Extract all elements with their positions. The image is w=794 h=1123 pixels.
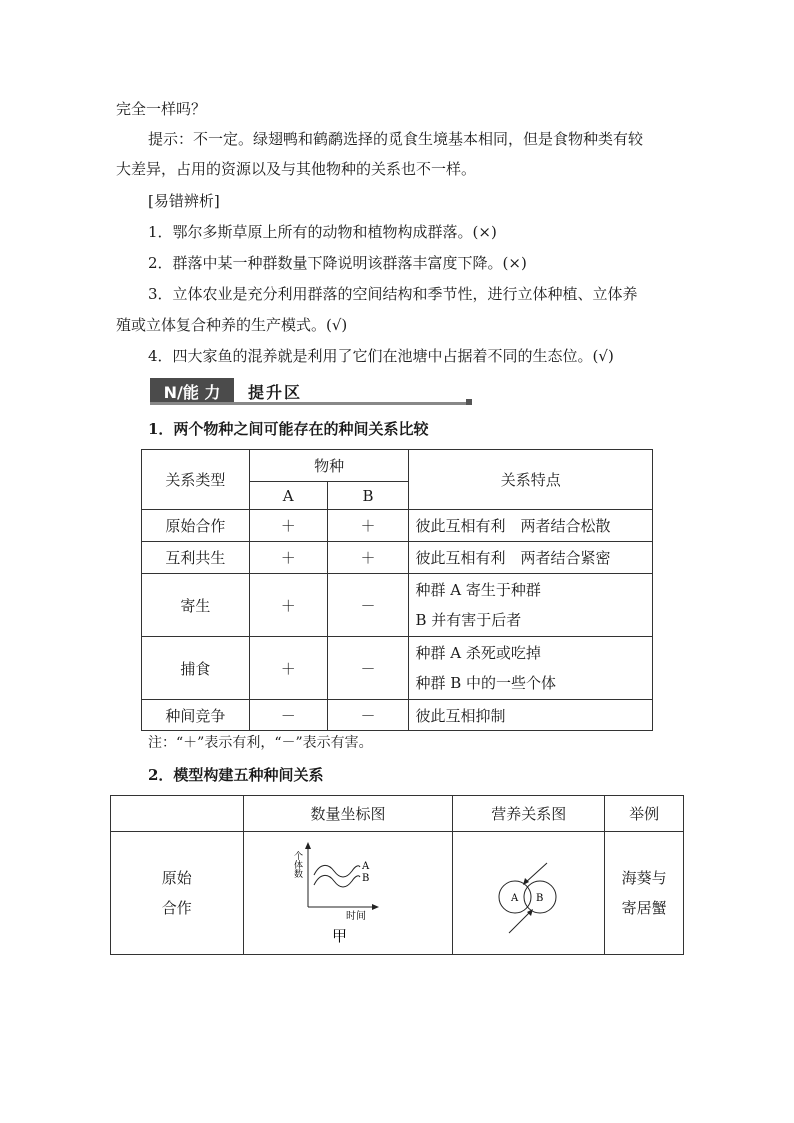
cell-a: － [249, 700, 327, 731]
table-row [142, 542, 653, 574]
header-species: 物种 [249, 450, 409, 482]
cell-feature: 彼此互相有利 两者结合紧密 [409, 542, 653, 574]
y-axis-label: 个体数 [291, 851, 302, 878]
cell-feature [409, 574, 653, 637]
header-nutrition: 营养关系图 [453, 796, 605, 832]
circle-b-label: B [535, 893, 544, 904]
cell-type: 寄生 [142, 574, 250, 637]
population-graph [288, 837, 408, 949]
cell-nutrition [453, 832, 605, 955]
judge-heading: [易错辨析] [148, 192, 220, 210]
model-table [110, 795, 684, 955]
banner-rule [150, 402, 466, 405]
arrow-to-b [509, 911, 531, 933]
feature-line-1: 种群 A 杀死或吃掉 [415, 644, 541, 662]
cell-feature: 彼此互相抑制 [409, 700, 653, 731]
graph-caption: 甲 [331, 927, 347, 945]
cell-graph [243, 832, 453, 955]
curve-a [314, 865, 360, 877]
cell-type [111, 832, 244, 955]
table-row [142, 510, 653, 542]
question-tail: 完全一样吗？ [116, 100, 207, 118]
feature-line-2: 种群 B 中的一些个体 [415, 674, 557, 692]
circle-a-label: A [510, 893, 518, 904]
cell-type: 捕食 [142, 637, 250, 700]
hint-line-2: 大差异，占用的资源以及与其他物种的关系也不一样。 [116, 160, 477, 178]
cell-type: 原始合作 [142, 510, 250, 542]
example-line-2: 寄居蟹 [621, 899, 667, 917]
table-row [111, 832, 684, 955]
judge-item: 2．群落中某一种群数量下降说明该群落丰富度下降。(×) [148, 254, 527, 272]
curve-b-label: B [361, 873, 370, 884]
x-axis-label: 时间 [345, 911, 366, 922]
banner-dot [466, 399, 472, 405]
cell-b: ＋ [327, 510, 409, 542]
banner-box-text: N∕能 力 [163, 383, 221, 402]
section2-heading: 2．模型构建五种种间关系 [148, 766, 324, 784]
example-line-1: 海葵与 [621, 869, 667, 887]
cell-a: ＋ [249, 510, 327, 542]
arrow-to-a [525, 863, 547, 883]
type-line-1: 原始 [161, 869, 192, 887]
cell-a: ＋ [249, 574, 327, 637]
cell-example [605, 832, 684, 955]
header-blank [111, 796, 244, 832]
table-row [142, 637, 653, 700]
header-a: A [249, 482, 327, 510]
banner-title: 提升区 [248, 383, 303, 402]
feature-line-2: B 并有害于后者 [415, 611, 522, 629]
relation-table [141, 449, 653, 731]
cell-a: ＋ [249, 542, 327, 574]
cell-feature: 彼此互相有利 两者结合松散 [409, 510, 653, 542]
table-note: 注：“＋”表示有利，“－”表示有害。 [148, 735, 373, 751]
table-row [142, 700, 653, 731]
cell-type: 种间竞争 [142, 700, 250, 731]
header-feature: 关系特点 [409, 450, 653, 510]
cell-b: － [327, 574, 409, 637]
feature-line-1: 种群 A 寄生于种群 [415, 581, 541, 599]
hint-line-1: 提示：不一定。绿翅鸭和鹤鹬选择的觅食生境基本相同，但是食物种类有较 [148, 130, 644, 148]
cell-b: － [327, 637, 409, 700]
cell-feature [409, 637, 653, 700]
header-type: 关系类型 [142, 450, 250, 510]
arrow-to-a-head [523, 878, 529, 885]
judge-item: 4．四大家鱼的混养就是利用了它们在池塘中占据着不同的生态位。(√) [148, 347, 614, 365]
type-line-2: 合作 [161, 899, 192, 917]
section-banner [150, 378, 470, 408]
cell-a: ＋ [249, 637, 327, 700]
judge-item: 1．鄂尔多斯草原上所有的动物和植物构成群落。(×) [148, 223, 497, 241]
header-graph: 数量坐标图 [243, 796, 453, 832]
cell-b: － [327, 700, 409, 731]
judge-item-continued: 殖或立体复合种养的生产模式。(√) [116, 316, 348, 334]
x-axis-arrow [372, 904, 379, 910]
judge-item: 3．立体农业是充分利用群落的空间结构和季节性，进行立体种植、立体养 [148, 285, 638, 303]
header-example: 举例 [605, 796, 684, 832]
cell-b: ＋ [327, 542, 409, 574]
curve-a-label: A [361, 861, 370, 872]
cell-type: 互利共生 [142, 542, 250, 574]
table-row [142, 574, 653, 637]
header-b: B [327, 482, 409, 510]
y-axis-arrow [305, 842, 311, 849]
section1-heading: 1．两个物种之间可能存在的种间关系比较 [148, 420, 429, 438]
curve-b [314, 875, 360, 887]
nutrition-diagram [479, 843, 579, 943]
